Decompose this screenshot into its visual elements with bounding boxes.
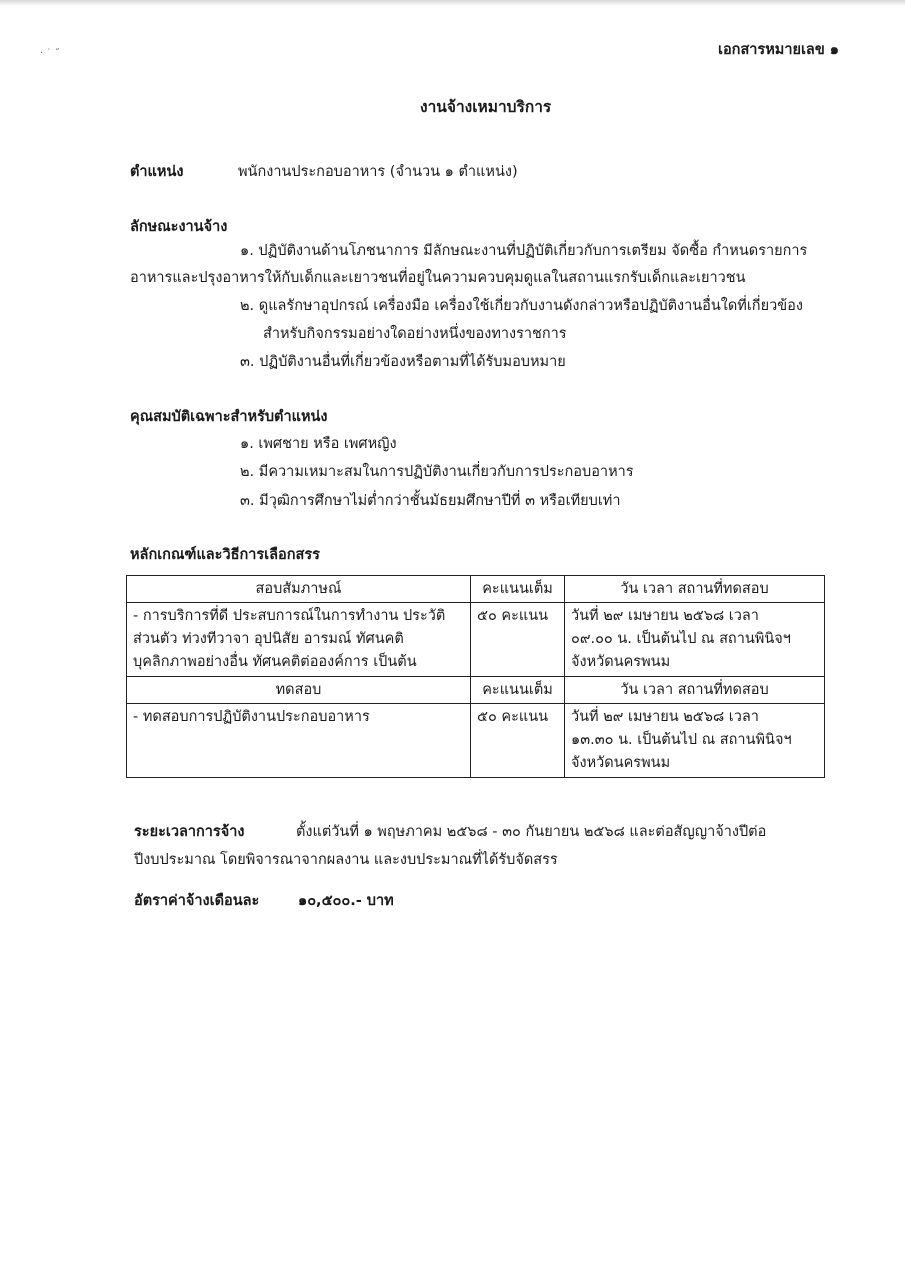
interview-schedule-line: จังหวัดนครพนม bbox=[571, 654, 671, 670]
test-header-when: วัน เวลา สถานที่ทดสอบ bbox=[565, 677, 825, 704]
interview-header-row bbox=[127, 576, 825, 603]
job-nature-item-3: ๓. ปฏิบัติงานอื่นที่เกี่ยวข้องหรือตามที่ได้รับมอบหมาย bbox=[240, 354, 566, 370]
document-title: งานจ้างเหมาบริการ bbox=[420, 98, 552, 116]
period-text: ตั้งแต่วันที่ ๑ พฤษภาคม ๒๕๖๘ - ๓๐ กันยายน ๒๕๖๘ และต่อสัญญาจ้างปีต่อ bbox=[296, 824, 767, 840]
test-header-score: คะแนนเต็ม bbox=[471, 677, 565, 704]
interview-description-line: บุคลิกภาพอย่างอื่น ทัศนคติต่อองค์การ เป็นต้น bbox=[133, 654, 417, 670]
job-nature-heading: ลักษณะงานจ้าง bbox=[130, 219, 228, 235]
position-label: ตำแหน่ง bbox=[130, 164, 184, 180]
interview-header-score: คะแนนเต็ม bbox=[471, 576, 565, 603]
interview-row bbox=[127, 603, 825, 677]
interview-header-method: สอบสัมภาษณ์ bbox=[127, 576, 471, 603]
job-nature-item-1: ๑. ปฏิบัติงานด้านโภชนาการ มีลักษณะงานที่ปฏิบัติเกี่ยวกับการเตรียม จัดซื้อ กำหนดรายการ bbox=[240, 243, 808, 259]
interview-schedule-line: ๐๙.๐๐ น. เป็นต้นไป ณ สถานพินิจฯ bbox=[571, 631, 791, 647]
qualification-item-1: ๑. เพศชาย หรือ เพศหญิง bbox=[240, 436, 397, 452]
test-schedule-line: วันที่ ๒๙ เมษายน ๒๕๖๘ เวลา bbox=[571, 709, 759, 725]
period-label: ระยะเวลาการจ้าง bbox=[134, 824, 245, 840]
position-value: พนักงานประกอบอาหาร (จำนวน ๑ ตำแหน่ง) bbox=[238, 164, 518, 180]
interview-description bbox=[127, 603, 471, 677]
criteria-heading: หลักเกณฑ์และวิธีการเลือกสรร bbox=[130, 547, 320, 563]
scan-specks: · ˙ ˝ bbox=[40, 48, 60, 59]
period-text-cont: ปีงบประมาณ โดยพิจารณาจากผลงาน และงบประมาณที่ได้รับจัดสรร bbox=[134, 852, 558, 868]
job-nature-item-1-cont: อาหารและปรุงอาหารให้กับเด็กและเยาวชนที่อยู่ในความควบคุมดูแลในสถานแรกรับเด็กและเยาวชน bbox=[130, 270, 746, 286]
wage-label: อัตราค่าจ้างเดือนละ bbox=[134, 893, 260, 909]
test-score: ๕๐ คะแนน bbox=[471, 704, 565, 778]
document-reference: เอกสารหมายเลข ๑ bbox=[718, 42, 839, 58]
qualifications-heading: คุณสมบัติเฉพาะสำหรับตำแหน่ง bbox=[130, 409, 328, 425]
scan-edge bbox=[0, 0, 905, 6]
qualification-item-3: ๓. มีวุฒิการศึกษาไม่ต่ำกว่าชั้นมัธยมศึกษาปีที่ ๓ หรือเทียบเท่า bbox=[240, 493, 621, 509]
test-schedule bbox=[565, 704, 825, 778]
interview-schedule bbox=[565, 603, 825, 677]
interview-description-line: - การบริการที่ดี ประสบการณ์ในการทำงาน ประวัติ bbox=[133, 608, 446, 624]
test-schedule-line: ๑๓.๓๐ น. เป็นต้นไป ณ สถานพินิจฯ bbox=[571, 732, 792, 748]
test-header-row bbox=[127, 677, 825, 704]
interview-score: ๕๐ คะแนน bbox=[471, 603, 565, 677]
test-header-method: ทดสอบ bbox=[127, 677, 471, 704]
job-nature-item-2-cont: สำหรับกิจกรรมอย่างใดอย่างหนึ่งของทางราชการ bbox=[263, 326, 567, 342]
job-nature-item-2: ๒. ดูแลรักษาอุปกรณ์ เครื่องมือ เครื่องใช้เกี่ยวกับงานดังกล่าวหรือปฏิบัติงานอื่นใดที่เกี่ยวข้อง bbox=[240, 298, 803, 314]
test-description: - ทดสอบการปฏิบัติงานประกอบอาหาร bbox=[127, 704, 471, 778]
qualification-item-2: ๒. มีความเหมาะสมในการปฏิบัติงานเกี่ยวกับการประกอบอาหาร bbox=[240, 464, 634, 480]
criteria-table bbox=[126, 575, 825, 778]
wage-value: ๑๐,๕๐๐.- บาท bbox=[298, 893, 394, 909]
interview-header-when: วัน เวลา สถานที่ทดสอบ bbox=[565, 576, 825, 603]
interview-schedule-line: วันที่ ๒๙ เมษายน ๒๕๖๘ เวลา bbox=[571, 608, 759, 624]
interview-description-line: ส่วนตัว ท่วงทีวาจา อุปนิสัย อารมณ์ ทัศนคติ bbox=[133, 631, 404, 647]
test-row bbox=[127, 704, 825, 778]
test-schedule-line: จังหวัดนครพนม bbox=[571, 755, 671, 771]
